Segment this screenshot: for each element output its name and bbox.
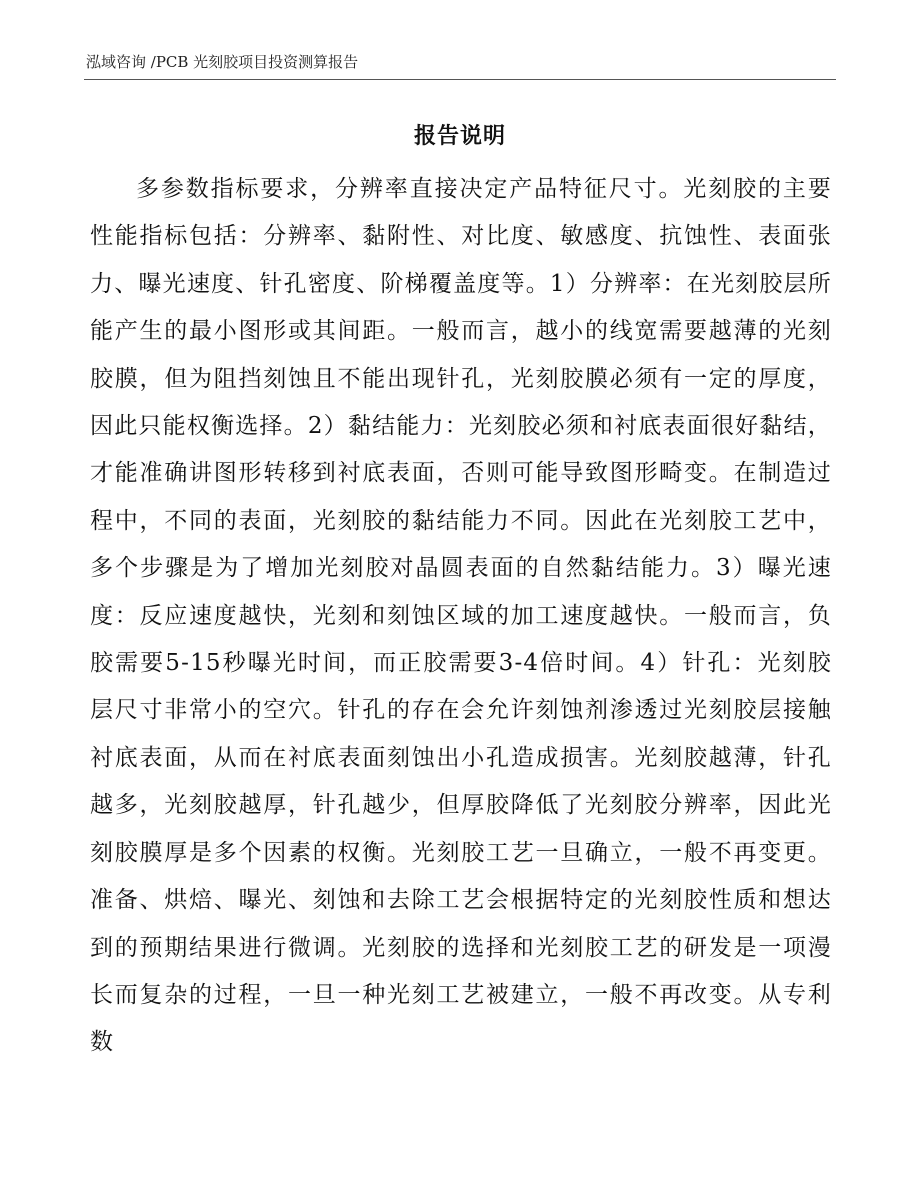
document-title: 报告说明 bbox=[413, 123, 506, 149]
header-divider bbox=[84, 79, 836, 80]
running-header: 泓域咨询 /PCB 光刻胶项目投资测算报告 bbox=[86, 53, 359, 71]
body-paragraph: 多参数指标要求，分辨率直接决定产品特征尺寸。光刻胶的主要性能指标包括：分辨率、黏附性、对比度、敏感度、抗蚀性、表面张力、曝光速度、针孔密度、阶梯覆盖度等。1）分辨率：在光刻胶层所能产生的最小图形或其间距。一般而言，越小的线宽需要越薄的光刻胶膜，但为阻挡刻蚀且不能出现针孔，光刻胶膜必须有一定的厚度，因此只能权衡选择。2）黏结能力：光刻胶必须和衬底表面很好黏结，才能准确讲图形转移到衬底表面，否则可能导致图形畸变。在制造过程中，不同的表面，光刻胶的黏结能力不同。因此在光刻胶工艺中，多个步骤是为了增加光刻胶对晶圆表面的自然黏结能力。3）曝光速度：反应速度越快，光刻和刻蚀区域的加工速度越快。一般而言，负胶需要5-15秒曝光时间，而正胶需要3-4倍时间。4）针孔：光刻胶层尺寸非常小的空穴。针孔的存在会允许刻蚀剂渗透过光刻胶层接触衬底表面，从而在衬底表面刻蚀出小孔造成损害。光刻胶越薄，针孔越多，光刻胶越厚，针孔越少，但厚胶降低了光刻胶分辨率，因此光刻胶膜厚是多个因素的权衡。光刻胶工艺一旦确立，一般不再变更。准备、烘焙、曝光、刻蚀和去除工艺会根据特定的光刻胶性质和想达到的预期结果进行微调。光刻胶的选择和光刻胶工艺的研发是一项漫长而复杂的过程，一旦一种光刻工艺被建立，一般不再改变。从专利数 bbox=[90, 176, 832, 1056]
